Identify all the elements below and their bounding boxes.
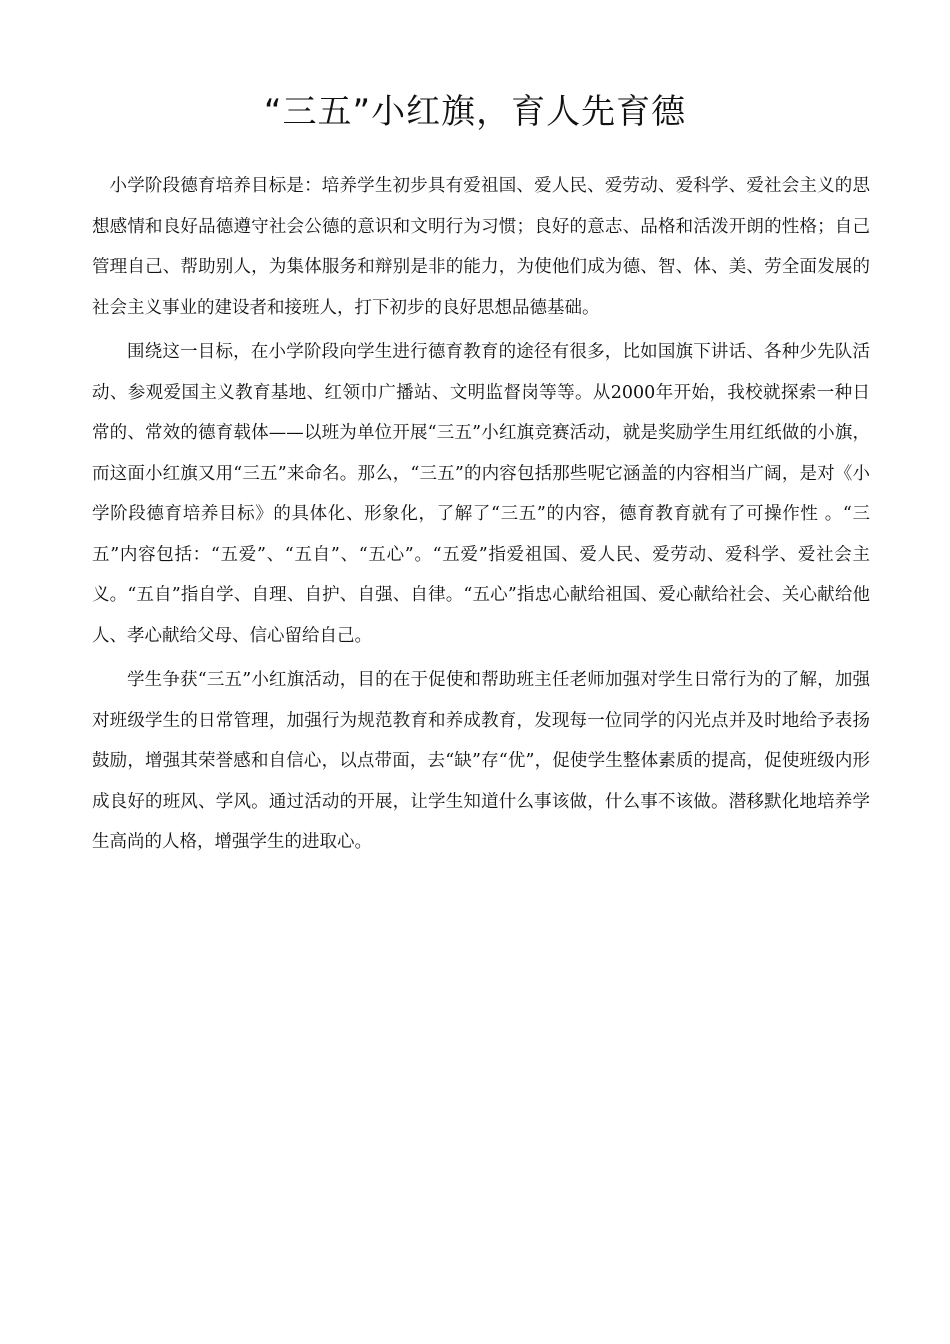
document-body <box>92 166 870 863</box>
document-title: “三五”小红旗，育人先育德 <box>263 92 687 132</box>
paragraph-three-five-activity: 围绕这一目标，在小学阶段向学生进行德育教育的途径有很多，比如国旗下讲话、各种少先队活动、参观爱国主义教育基地、红领巾广播站、文明监督岗等等。从2000年开始，我校就探索一种日常的、常效的德育载体——以班为单位开展“三五”小红旗竞赛活动，就是奖励学生用红纸做的小旗，而这面小红旗又用“三五”来命名。那么，“三五”的内容包括那些呢它涵盖的内容相当广阔，是对《小学阶段德育培养目标》的具体化、形象化，了解了“三五”的内容，德育教育就有了可操作性 。“三五”内容包括：“五爱”、“五自”、“五心”。“五爱”指爱祖国、爱人民、爱劳动、爱科学、爱社会主义。“五自”指自学、自理、自护、自强、自律。“五心”指忠心献给祖国、爱心献给社会、关心献给他人、孝心献给父母、信心留给自己。 <box>92 342 870 646</box>
paragraph-activity-purpose: 学生争获“三五”小红旗活动，目的在于促使和帮助班主任老师加强对学生日常行为的了解，加强对班级学生的日常管理，加强行为规范教育和养成教育，发现每一位同学的闪光点并及时地给予表扬鼓励，增强其荣誉感和自信心，以点带面，去“缺”存“优”，促使学生整体素质的提高，促使班级内形成良好的班风、学风。通过活动的开展，让学生知道什么事该做，什么事不该做。潜移默化地培养学生高尚的人格，增强学生的进取心。 <box>92 670 870 852</box>
paragraph-moral-education-goals: 小学阶段德育培养目标是：培养学生初步具有爱祖国、爱人民、爱劳动、爱科学、爱社会主义的思想感情和良好品德遵守社会公德的意识和文明行为习惯；良好的意志、品格和活泼开朗的性格；自己管理自己、帮助别人，为集体服务和辩别是非的能力，为使他们成为德、智、体、美、劳全面发展的社会主义事业的建设者和接班人，打下初步的良好思想品德基础。 <box>92 176 870 318</box>
